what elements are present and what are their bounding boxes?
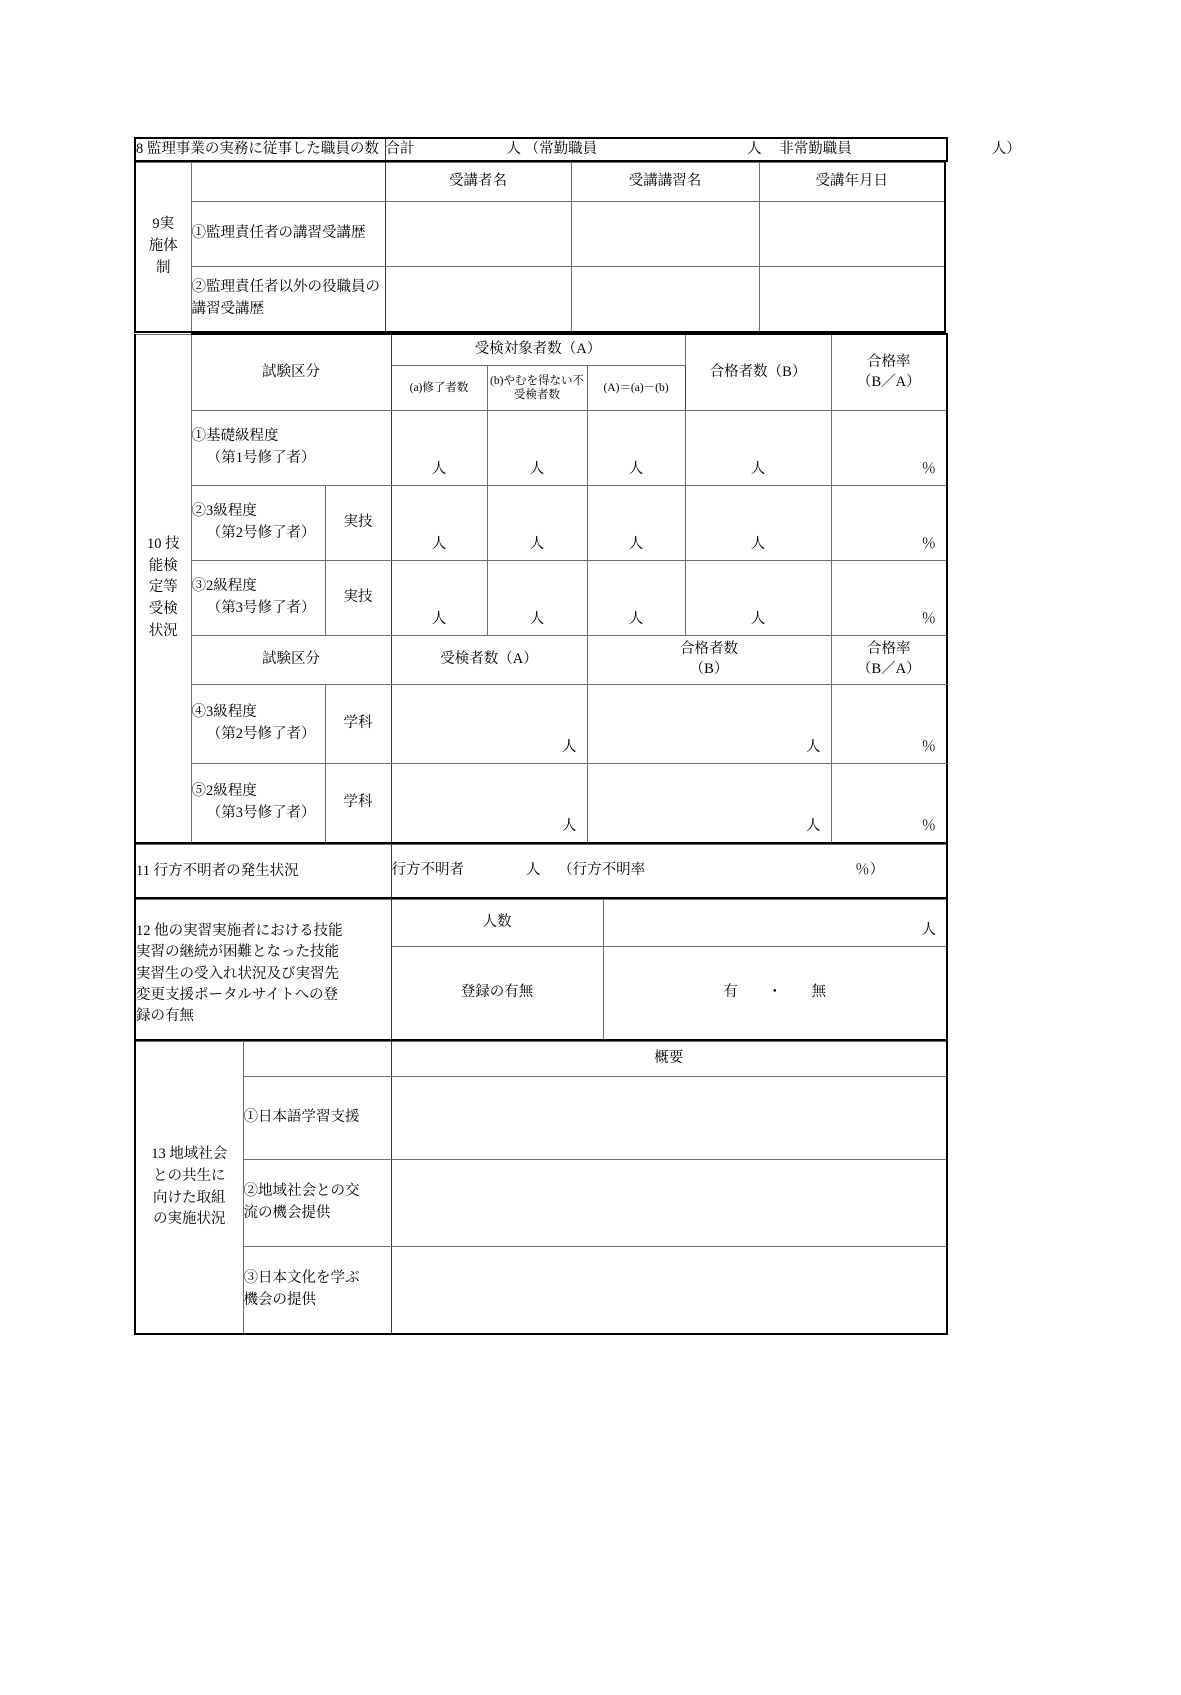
section-10-practical-row-3-ab-unit: 人 [628, 611, 644, 628]
section-9-side-label [135, 163, 191, 333]
section-10-practical-row-1-name-line-2: （第1号修了者） [206, 450, 316, 467]
section-11-label: 11 行方不明者の発生状況 [135, 845, 391, 899]
section-10-practical-row-2-pass[interactable] [685, 486, 831, 561]
section-13-row-1 [135, 1077, 947, 1160]
section-10-col-ab-header: (A)＝(a)－(b) [587, 366, 685, 411]
section-10-written-row-2-name [191, 764, 325, 844]
section-13-row-2-label [243, 1160, 391, 1247]
section-13-row-3-label [243, 1247, 391, 1335]
section-13-row-2 [135, 1160, 947, 1247]
section-9-row-2-label: ②監理責任者以外の役職員の講習受講歴 [191, 267, 385, 333]
section-13-empty-corner [243, 1042, 391, 1077]
section-10-practical-row-1-name-line-1: ①基礎級程度 [191, 428, 279, 445]
section-10-written-row-1-name-line-2: （第2号修了者） [206, 726, 316, 743]
section-8-parttime-unit: 人） [991, 140, 1021, 157]
section-10-side-label-line-4: 受検 [148, 601, 178, 618]
section-13-row-2-value[interactable] [391, 1160, 947, 1247]
section-10-written-row-2 [135, 764, 947, 844]
section-12-count-row [135, 900, 947, 947]
section-10-practical-row-2-type: 実技 [325, 486, 391, 561]
section-10-written-row-2-pass-unit: 人 [806, 818, 821, 835]
section-10-side-label-line-2: 能検 [148, 557, 178, 574]
section-13-side-label-line-1: 13 地域社会 [151, 1146, 228, 1163]
section-9-side-label-line-1: 9実 [152, 216, 175, 233]
section-10-practical-row-1-a-unit: 人 [431, 461, 447, 478]
section-11-missing-label: 行方不明者 [391, 862, 464, 879]
section-9-header-row [135, 163, 945, 202]
section-9-row-1 [135, 202, 945, 267]
section-10-practical-row-1-a[interactable] [391, 411, 487, 486]
section-10-practical-pass-rate-header-line-2: （B／A） [856, 373, 921, 390]
section-10-practical-row-3-type: 実技 [325, 561, 391, 636]
section-10-written-row-1-name-line-1: ④3級程度 [191, 704, 257, 721]
section-10-practical-row-1-pass-unit: 人 [750, 461, 766, 478]
section-13-row-1-value[interactable] [391, 1077, 947, 1160]
section-10-side-label [135, 334, 191, 843]
section-8-total-label: 合計 [385, 140, 415, 157]
section-11-value-cell[interactable] [391, 845, 947, 899]
section-10-written-row-1-name [191, 685, 325, 764]
section-10-practical-row-1-rate[interactable] [831, 411, 947, 486]
section-10-col-b-header: (b)やむを得ない不受検者数 [487, 366, 587, 411]
section-12-label-line-1: 12 他の実習実施者における技能 [136, 923, 343, 940]
section-10-practical-row-3-pass[interactable] [685, 561, 831, 636]
section-10-practical-row-1-ab-unit: 人 [628, 461, 644, 478]
section-9-empty-corner [191, 163, 385, 202]
section-10-written-header-row [135, 636, 947, 685]
section-10-side-label-line-1: 10 技 [146, 535, 180, 552]
section-8-value-cell [385, 138, 1021, 161]
section-10-written-row-2-type: 学科 [325, 764, 391, 844]
section-10-written-row-2-name-line-2: （第3号修了者） [206, 805, 316, 822]
section-10-practical-row-2-a-unit: 人 [431, 536, 447, 553]
section-13-side-label-line-3: 向けた取組 [153, 1189, 226, 1206]
section-10-practical-row-2-b[interactable] [487, 486, 587, 561]
section-10-practical-row-3-b-unit: 人 [529, 611, 545, 628]
section-10-written-pass-count-header [587, 636, 831, 685]
section-10-practical-row-3-b[interactable] [487, 561, 587, 636]
section-12-label-line-4: 変更支援ポータルサイトへの登 [136, 986, 338, 1003]
section-11-missing-unit: 人 [526, 862, 541, 879]
section-13-side-label-line-4: の実施状況 [153, 1211, 226, 1228]
section-10-written-row-2-rate[interactable] [831, 764, 947, 844]
form-container [134, 137, 1021, 1335]
section-13-row-3-value[interactable] [391, 1247, 947, 1335]
section-10-written-pass-rate-header-line-1: 合格率 [867, 641, 911, 658]
section-13-overview-header: 概要 [391, 1042, 947, 1077]
section-10-practical-row-1 [135, 411, 947, 486]
section-10-practical-row-2 [135, 486, 947, 561]
section-10-practical-row-3-pass-unit: 人 [750, 611, 766, 628]
section-9-table [134, 162, 946, 333]
section-10-practical-row-2-rate[interactable] [831, 486, 947, 561]
section-12-label-line-5: 録の有無 [136, 1007, 194, 1024]
section-12-count-value[interactable] [603, 900, 947, 947]
section-10-practical-row-2-name [191, 486, 325, 561]
section-12-table [134, 899, 948, 1041]
section-10-target-count-header: 受検対象者数（A） [391, 334, 685, 366]
section-13-table [134, 1041, 948, 1335]
section-9-row-2 [135, 267, 945, 333]
section-11-table [134, 844, 948, 899]
section-10-practical-row-3-rate[interactable] [831, 561, 947, 636]
section-10-written-row-1-pass-unit: 人 [806, 739, 821, 756]
section-8-total-unit: 人 [506, 140, 522, 157]
section-10-practical-pass-rate-header-line-1: 合格率 [867, 353, 911, 370]
section-10-practical-row-3-name-line-2: （第3号修了者） [206, 600, 316, 617]
section-10-practical-row-2-a[interactable] [391, 486, 487, 561]
section-10-practical-row-3-a-unit: 人 [431, 611, 447, 628]
section-10-practical-row-1-pass[interactable] [685, 411, 831, 486]
section-12-label-line-3: 実習生の受入れ状況及び実習先 [136, 965, 339, 982]
section-10-practical-row-3-ab[interactable] [587, 561, 685, 636]
section-13-row-1-label [243, 1077, 391, 1160]
section-9-row-2-course-input[interactable] [571, 267, 759, 333]
section-9-row-1-label: ①監理責任者の講習受講歴 [191, 202, 385, 267]
section-10-practical-row-2-b-unit: 人 [529, 536, 545, 553]
section-10-practical-row-3-name [191, 561, 325, 636]
section-10-practical-row-3-rate-unit: ％ [921, 611, 937, 628]
section-10-practical-header-row-1 [135, 334, 947, 366]
section-10-written-row-1-examinees[interactable] [391, 685, 587, 764]
section-10-practical-row-2-rate-unit: ％ [921, 536, 937, 553]
section-10-written-pass-rate-header [831, 636, 947, 685]
section-10-practical-row-1-rate-unit: ％ [921, 461, 937, 478]
section-10-written-pass-count-header-line-1: 合格者数 [680, 641, 739, 658]
section-10-written-row-1-type: 学科 [325, 685, 391, 764]
section-10-practical-pass-rate-header [831, 334, 947, 411]
section-10-side-label-line-5: 状況 [148, 622, 178, 639]
section-13-row-2-label-line-1: ②地域社会との交 [243, 1183, 360, 1200]
section-9-side-label-line-2: 施体 [148, 238, 178, 255]
section-9-row-2-date-input[interactable] [759, 267, 945, 333]
section-10-written-row-1-pass[interactable] [587, 685, 831, 764]
section-10-practical-row-2-ab[interactable] [587, 486, 685, 561]
section-10-practical-row-1-name [191, 411, 391, 486]
section-10-written-exam-division-header: 試験区分 [191, 636, 391, 685]
section-8-label: 8 監理事業の実務に従事した職員の数 [135, 138, 385, 161]
section-12-registration-separator: ・ [767, 984, 782, 1001]
section-8-fulltime-unit: 人 [747, 140, 762, 157]
section-12-count-label: 人数 [391, 900, 603, 947]
section-12-registration-choice[interactable] [603, 947, 947, 1041]
section-10-practical-row-3 [135, 561, 947, 636]
section-9-side-label-line-3: 制 [156, 259, 171, 276]
section-11-rate-unit: ％） [855, 862, 885, 879]
section-10-written-pass-count-header-line-2: （B） [689, 661, 729, 678]
section-10-written-examinee-header: 受検者数（A） [391, 636, 587, 685]
section-13-row-2-label-line-2: 流の機会提供 [243, 1205, 331, 1222]
section-10-practical-exam-division-header: 試験区分 [191, 334, 391, 411]
section-10-written-pass-rate-header-line-2: （B／A） [856, 661, 921, 678]
section-10-table [134, 333, 948, 844]
section-10-written-row-1-examinees-unit: 人 [562, 739, 577, 756]
section-12-label-line-2: 実習の継続が困難となった技能 [136, 944, 339, 961]
section-13-row-1-label-line-1: ①日本語学習支援 [243, 1109, 360, 1126]
section-9-header-attendee: 受講者名 [385, 163, 571, 202]
section-10-practical-row-3-name-line-1: ③2級程度 [191, 578, 257, 595]
section-13-row-3 [135, 1247, 947, 1335]
section-10-practical-row-2-pass-unit: 人 [750, 536, 766, 553]
section-8-row [135, 138, 947, 161]
section-10-practical-row-1-ab[interactable] [587, 411, 685, 486]
section-10-written-row-1-rate-unit: ％ [921, 739, 937, 756]
section-10-practical-row-2-ab-unit: 人 [628, 536, 644, 553]
section-10-written-row-1-rate[interactable] [831, 685, 947, 764]
section-10-practical-row-2-name-line-1: ②3級程度 [191, 503, 257, 520]
section-10-practical-row-3-a[interactable] [391, 561, 487, 636]
section-10-written-row-2-rate-unit: ％ [921, 818, 937, 835]
section-11-row [135, 845, 947, 899]
section-10-practical-row-1-b[interactable] [487, 411, 587, 486]
section-8-fulltime-label: （常勤職員 [524, 140, 598, 157]
section-9-row-1-attendee-input[interactable] [385, 202, 571, 267]
section-8-table [134, 137, 1021, 162]
section-13-side-label [135, 1042, 243, 1335]
section-10-practical-pass-count-header: 合格者数（B） [685, 334, 831, 411]
section-10-practical-row-1-b-unit: 人 [529, 461, 545, 478]
section-10-practical-row-2-name-line-2: （第2号修了者） [206, 525, 316, 542]
section-13-header-row [135, 1042, 947, 1077]
section-11-rate-label: （行方不明率 [558, 862, 646, 879]
section-12-registration-label: 登録の有無 [391, 947, 603, 1041]
section-13-side-label-line-2: との共生に [153, 1167, 226, 1184]
section-10-written-row-2-pass[interactable] [587, 764, 831, 844]
section-12-registration-yes-option[interactable]: 有 [723, 984, 738, 1001]
section-10-written-row-2-examinees[interactable] [391, 764, 587, 844]
section-10-written-row-2-examinees-unit: 人 [562, 818, 577, 835]
section-9-header-course: 受講講習名 [571, 163, 759, 202]
section-8-parttime-label: 非常勤職員 [779, 140, 852, 157]
section-10-written-row-2-name-line-1: ⑤2級程度 [191, 783, 257, 800]
section-9-row-1-date-input[interactable] [759, 202, 945, 267]
section-13-row-3-label-line-2: 機会の提供 [243, 1292, 316, 1309]
section-12-label [135, 900, 391, 1041]
section-9-header-date: 受講年月日 [759, 163, 945, 202]
section-12-registration-no-option[interactable]: 無 [811, 984, 827, 1001]
section-12-count-unit: 人 [921, 922, 936, 939]
section-9-row-2-attendee-input[interactable] [385, 267, 571, 333]
section-10-side-label-line-3: 定等 [148, 579, 178, 596]
section-10-col-a-header: (a)修了者数 [391, 366, 487, 411]
section-9-row-1-course-input[interactable] [571, 202, 759, 267]
section-10-written-row-1 [135, 685, 947, 764]
section-13-row-3-label-line-1: ③日本文化を学ぶ [243, 1270, 360, 1287]
